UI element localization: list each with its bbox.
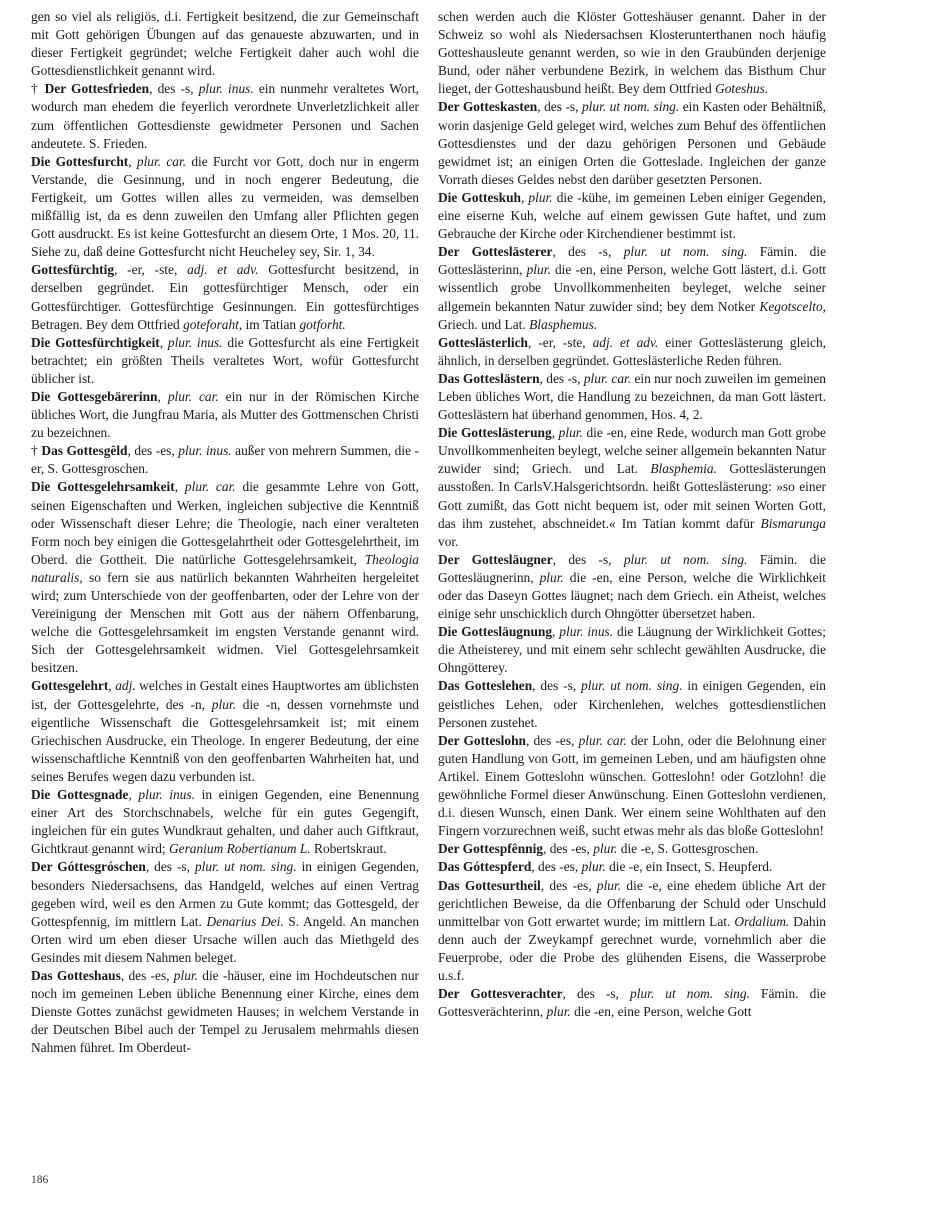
dictionary-entry <box>438 677 826 731</box>
dictionary-entry <box>438 8 826 98</box>
dictionary-entry <box>31 858 419 967</box>
grammar-note: plur. <box>539 569 564 585</box>
entry-headword: Die Gottesgelehrsamkeit <box>31 479 175 495</box>
dictionary-entry <box>31 478 419 677</box>
grammar-note: plur. ut nom. sing. <box>581 99 680 115</box>
entry-text: , des -s, <box>562 986 631 1002</box>
entry-text: einer Gotteslästerung gleich, ähnlich, in derselben gegründet. Gotteslästerliche Reden führen. <box>438 334 827 368</box>
entry-text: S. Angeld. An manchen Orten wird um eben dieser Ursache willen auch das Miethgeld des Gesindes mit diesem Nahmen beleget. <box>31 913 420 965</box>
entry-headword: Der Gotteskasten <box>438 99 538 115</box>
entry-headword: Das Gottesurtheil <box>438 877 541 893</box>
grammar-note: plur. inus. <box>559 624 614 640</box>
grammar-note: plur. <box>528 189 553 205</box>
entry-text: , -er, -ste, <box>114 262 188 278</box>
grammar-note: plur. <box>526 262 551 278</box>
entry-headword: Der Gottespfênnig <box>438 841 544 857</box>
dictionary-entry <box>438 985 826 1021</box>
grammar-note: plur. inus. <box>178 443 232 459</box>
entry-text: , <box>128 153 137 169</box>
entry-text: † <box>31 443 42 459</box>
grammar-note: plur. inus. <box>167 334 223 350</box>
grammar-note: Ordalium. <box>734 913 790 929</box>
entry-text: , <box>174 479 185 495</box>
entry-headword: Der Gotteslästerer <box>438 244 553 260</box>
entry-text: , des -es, <box>543 841 594 857</box>
entry-text: die -häuser, eine im Hochdeutschen nur noch im gemeinen Leben übliche Benennung einer Kirche, eines dem Dienste Gottes zunächst gewidmeten Hauses; in welchem Verstande in der Deutschen Bibel auch der Tempel zu Jerusalem mehrmahls diesen Nahmen führet. Im Oberdeut- <box>31 967 419 1056</box>
dictionary-entry <box>438 858 826 876</box>
entry-text: vor. <box>438 533 459 549</box>
dictionary-entry <box>438 370 826 424</box>
entry-text: so fern sie aus natürlich bekannten Wahrheiten hergeleitet wird; zum Unterschiede von der geoffenbarten, oder der Lehre von der Vereinigung der Menschen mit Gott aus der nähern Offenbarung, welche die Gottesgelehrsamkeit im engsten Verstande genannt wird. Sich der Gottesgelehrsamkeit widmen. Viel Gottesgelehrsamkeit besitzen. <box>31 569 419 676</box>
entry-headword: Das Gotteshaus <box>31 967 121 983</box>
grammar-note: adj. et adv. <box>187 262 259 278</box>
entry-text: Robertskraut. <box>310 841 387 857</box>
entry-text: welches in Gestalt eines Hauptwortes am üblichsten ist, der Gottesgelehrte, des -n, <box>31 678 419 712</box>
dictionary-entry <box>31 967 419 1057</box>
grammar-note: plur. ut nom. sing. <box>581 678 683 694</box>
entry-text: die -e, eine ehedem übliche Art der gerichtlichen Beweise, da die Offenbarung der Schuld oder Unschuld unmittelbar von Gott erwartet wurde; im mittlern Lat. <box>438 877 826 929</box>
dictionary-entry <box>31 786 419 858</box>
entry-text: die Furcht vor Gott, doch nur in engerm Verstande, die Gesinnung, und in noch engerer Bedeutung, die Fertigkeit, um Gottes willen alles zu vermeiden, was demselben mißfällig ist, da es denn zuweilen den Umfang aller Pflichten gegen Gott ausdruckt. Es ist keine Gottesfurcht an diesem Orte, 1 Mos. 20, 11. Siehe zu, daß deine Gottesfurcht nicht Heucheley sey, Sir. 1, 34. <box>31 153 419 260</box>
dictionary-entry <box>438 732 826 841</box>
entry-text: in einigen Gegenden, besonders Niedersachsens, das Handgeld, welches auf einen Vertrag gegeben wird, weil es den Armen zu Gute kommt; das Gottesgeld, der Gottespfennig, im mittlern Lat. <box>31 859 419 929</box>
entry-text: die Läugnung der Wirklichkeit Gottes; die Atheisterey, und mit einem sehr schlecht gewählten Ausdrucke, die Ohngötterey. <box>438 624 826 676</box>
grammar-note: Blasphemia. <box>650 461 717 477</box>
entry-text: ein nunmehr veraltetes Wort, wodurch man ehedem die feyerlich verordnete Unverletzlichkeit aller zum öffentlichen Gottesdienste gewidmeter Personen und Sachen andeutete. S. Frieden. <box>31 81 419 151</box>
grammar-note: Bismarunga <box>760 515 826 531</box>
entry-text: im Tatian <box>242 316 300 332</box>
entry-headword: Die Gotteslästerung <box>438 425 552 441</box>
entry-text: die -e, ein Insect, S. Heupferd. <box>605 859 773 875</box>
grammar-note: plur. <box>593 841 618 857</box>
grammar-note: plur. car. <box>136 153 187 169</box>
dictionary-entry <box>438 877 826 986</box>
entry-text: die -en, eine Person, welche Gott <box>570 1004 752 1020</box>
entry-text: , -er, -ste, <box>528 334 593 350</box>
entry-text: , des -s, <box>552 244 624 260</box>
entry-text: , <box>552 624 560 640</box>
entry-text: in einigen Gegenden, ein geistliches Lehen, oder Kirchenlehen, welches gottesdienstlichen Personen zustehet. <box>438 678 826 730</box>
entry-headword: Die Gottesläugnung <box>438 624 553 640</box>
entry-text: , <box>128 787 139 803</box>
dictionary-entry <box>438 189 826 243</box>
entry-text: die -en, eine Rede, wodurch man Gott grobe Unvollkommenheiten beylegt, welche seiner allgemein bekannten Natur zuwider sind; Griech. und Lat. <box>438 425 826 477</box>
right-column <box>438 8 826 1021</box>
entry-text: , des -s, <box>539 370 584 386</box>
grammar-note: adj. et adv. <box>592 334 659 350</box>
entry-headword: Der Gottesverachter <box>438 986 563 1002</box>
grammar-note: plur. inus. <box>138 787 195 803</box>
grammar-note: plur. <box>596 877 622 893</box>
entry-text: gen so viel als religiös, d.i. Fertigkeit besitzend, die zur Gemeinschaft mit Gott gehörigen Übungen auf das genaueste abzuwarten, und in dieser Fertigkeit gegründet; welche Fertigkeit daher auch wohl die Gottesdienstlichkeit genannt wird. <box>31 9 419 79</box>
entry-text: , des -s, <box>532 678 582 694</box>
grammar-note: Goteshus. <box>715 81 769 97</box>
entry-text: , des -es, <box>120 967 174 983</box>
entry-headword: Die Gottesgnade <box>31 787 129 803</box>
entry-text: die -en, eine Person, welche Gott lästert, d.i. Gott wissentlich grobe Unvollkommenheiten beyleget, welche seiner allgemein bekannten Natur zuwider sind; bey dem Notker <box>438 262 827 314</box>
dictionary-entry <box>31 261 419 333</box>
grammar-note: plur. <box>558 425 583 441</box>
grammar-note: Blasphemus. <box>529 316 598 332</box>
grammar-note: plur. <box>546 1004 571 1020</box>
entry-text: Fämin. die Gotteslästerinn, <box>438 244 827 278</box>
grammar-note: plur. car. <box>167 388 219 404</box>
grammar-note: plur. ut nom. sing. <box>630 986 750 1002</box>
grammar-note: plur. ut nom. sing. <box>623 551 748 567</box>
entry-text: außer von mehrern Summen, die -er, S. Gottesgroschen. <box>31 443 420 477</box>
entry-text: , des -s, <box>552 551 624 567</box>
page-number: 186 <box>31 1174 49 1186</box>
entry-headword: Der Gotteslohn <box>438 732 526 748</box>
dictionary-entry <box>438 424 826 551</box>
entry-text: in einigen Gegenden, eine Benennung einer Art des Storchschnabels, welche für ein gutes Gegengift, ingleichen für ein gutes Wundkraut gehalten, und daher auch Giftkraut, Gichtkraut genannt wird; <box>31 787 419 857</box>
entry-headword: Die Gottesfurcht <box>31 153 129 169</box>
entry-text: Griech. und Lat. <box>438 316 530 332</box>
entry-text: die -en, eine Person, welche die Wirklichkeit oder das Daseyn Gottes läugnet; nach dem Griech. ein Atheist, welches einige sehr unschicklich durch Ohngötter übersetzet haben. <box>438 569 826 622</box>
grammar-note: Geranium Robertianum L. <box>168 841 311 857</box>
dictionary-entry <box>31 677 419 786</box>
entry-text: , des -s, <box>145 859 195 875</box>
entry-headword: Der Gottesfrieden <box>44 81 150 97</box>
dictionary-entry <box>438 334 826 370</box>
entry-text: Dahin denn auch der Zweykampf gerechnet wurde, vornehmlich aber die Feuerprobe, oder die Probe des glühenden Eisens, die Wasserprobe u.s.f. <box>438 913 826 983</box>
dictionary-entry <box>438 623 826 677</box>
entry-text: die Gottesfurcht als eine Fertigkeit betrachtet; ein größten Theils veraltetes Wort, wofür Gottesfurcht üblicher ist. <box>31 334 419 386</box>
dictionary-entry <box>31 80 419 152</box>
entry-text: ein nur in der Römischen Kirche übliches Wort, die Jungfrau Maria, als Mutter des Gottmenschen Christi zu bezeichnen. <box>31 388 419 441</box>
entry-text: , des -es, <box>540 877 597 893</box>
grammar-note: plur. car. <box>578 732 627 748</box>
dictionary-entry <box>438 243 826 333</box>
grammar-note: plur. ut nom. sing. <box>194 859 297 875</box>
entry-text: , <box>551 425 559 441</box>
entry-headword: Gotteslästerlich <box>438 334 528 350</box>
grammar-note: plur. <box>211 696 236 712</box>
grammar-note: goteforaht, <box>183 316 243 332</box>
entry-headword: Der Gottesläugner <box>438 551 553 567</box>
entry-headword: Der Góttesgróschen <box>31 859 146 875</box>
dictionary-entry <box>31 388 419 442</box>
grammar-note: plur. ut nom. sing. <box>623 244 748 260</box>
dictionary-entry <box>438 551 826 623</box>
entry-text: Gotteslästerungen ausstoßen. In CarlsV.Halsgerichtsordn. heißt Gotteslästerung: »so einer Gott zumißt, das Gott nicht bequem ist, oder mit seinen Worten Gott, das ihm zustehet, abschneidet.« Im Tatian kommt dafür <box>438 461 827 531</box>
entry-text: Fämin. die Gottesläugnerinn, <box>438 551 826 585</box>
entry-text: ein Kasten oder Behältniß, worin dasjenige Geld geleget wird, welches zum Behuf des öffentlichen Gottesdienstes und der dazu gehörigen Personen und Gebäude gewidmet ist; an einigen Orten die Gotteslade. Ingleichen der ganze Vorrath dieses Geldes nebst den darüber gesetzten Personen. <box>438 99 826 187</box>
grammar-note: adj. <box>115 678 136 694</box>
entry-text: , des -es, <box>127 443 179 459</box>
entry-headword: Das Gotteslehen <box>438 678 533 694</box>
entry-headword: Das Gotteslästern <box>438 370 540 386</box>
grammar-note: Denarius Dei. <box>206 913 284 929</box>
entry-text: , des -es, <box>525 732 579 748</box>
entry-text: die -e, S. Gottesgroschen. <box>617 841 759 857</box>
entry-text: , des -s, <box>537 99 582 115</box>
entry-text: die -n, dessen vornehmste und eigentliche Wissenschaft die Gottesgelehrsamkeit ist; mit einem Griechischen Ausdrucke, ein Theologe. In engerer Bedeutung, der eine wissenschaftliche Kenntniß von den geoffenbarten Wahrheiten hat, und seines Berufes wegen dazu verbunden ist. <box>31 696 419 784</box>
entry-text: , des -s, <box>149 81 199 97</box>
dictionary-entry <box>438 840 826 858</box>
entry-headword: Die Gottesgebärerinn <box>31 388 158 404</box>
entry-text: ein nur noch zuweilen im gemeinen Leben übliches Wort, die Handlung zu bezeichnen, da man Gott lästert. Gotteslästern hat überhand genommen, Hos. 4, 2. <box>438 370 827 423</box>
grammar-note: gotforht. <box>299 316 346 332</box>
grammar-note: plur. car. <box>184 479 236 495</box>
dictionary-entry <box>438 98 826 188</box>
dictionary-entry <box>31 334 419 388</box>
entry-text: , <box>108 678 116 694</box>
entry-text: , <box>157 388 168 404</box>
left-column <box>31 8 419 1057</box>
entry-text: , <box>520 189 529 205</box>
entry-text: die gesammte Lehre von Gott, seinen Eigenschaften und Werken, ingleichen subjective die Kenntniß oder Wissenschaft dieser Lehre; die Theologie, nach einer veralteten Form noch bey einigen die Gottesgelahrtheit oder Gottesgelehrtheit, im Oberd. die Gottheit. Die natürliche Gottesgelehrsamkeit, <box>31 479 419 567</box>
entry-text: schen werden auch die Klöster Gotteshäuser genannt. Daher in der Schweiz so wohl als Niedersachsen Klosterunterthanen noch häufig Gotteshausleute genannt werden, so wie in den Graubünden derjenige Bund, oder näher verbundene Bezirk, in welchem das Bisthum Chur lieget, der Gotteshausbund heißt. Bey dem Ottfried <box>438 9 826 97</box>
entry-text: † <box>31 81 45 97</box>
entry-headword: Gottesfürchtig <box>31 262 115 278</box>
entry-text: Gottesfurcht besitzend, in derselben gegründet. Ein gottesfürchtiger Mensch, oder ein Gottesfürchtiger. Gottesfürchtige Gesinnungen. Ein gottesfürchtiges Betragen. Bey dem Ottfried <box>31 262 420 332</box>
grammar-note: Theologia naturalis, <box>31 551 419 585</box>
grammar-note: plur. <box>581 859 606 875</box>
grammar-note: Kegotscelto, <box>759 298 826 314</box>
grammar-note: plur. inus. <box>198 81 254 97</box>
entry-headword: Das Gottesgêld <box>41 443 128 459</box>
entry-text: der Lohn, oder die Belohnung einer guten Handlung von Gott, im gemeinen Leben, und am häufigsten ohne Artikel. Einem Gotteslohn wünschen. Gotteslohn! oder Gotzlohn! die gewöhnliche Formel dieser Anwünschung. Einen Gotteslohn verdienen, d.i. diesen Wunsch, einen Dank. Wer einem seine Wohlthaten auf den Fingern vorzurechnen weiß, sucht etwas mehr als das bloße Gotteslohn! <box>438 732 826 839</box>
grammar-note: plur. car. <box>583 370 632 386</box>
dictionary-entry <box>31 442 419 478</box>
entry-headword: Gottesgelehrt <box>31 678 109 694</box>
entry-headword: Die Gottesfürchtigkeit <box>31 334 160 350</box>
entry-text: , des -es, <box>531 859 582 875</box>
entry-headword: Das Góttespferd <box>438 859 532 875</box>
dictionary-entry <box>31 153 419 262</box>
grammar-note: plur. <box>173 967 198 983</box>
entry-text: , <box>159 334 168 350</box>
dictionary-entry <box>31 8 419 80</box>
entry-headword: Die Gotteskuh <box>438 189 521 205</box>
entry-text: Fämin. die Gottesverächterinn, <box>438 986 826 1020</box>
entry-text: die -kühe, im gemeinen Leben einiger Gegenden, eine eiserne Kuh, welche auf einem gewissen Gute haftet, und zum Gebrauche der Kirche oder Kirchendiener bestimmt ist. <box>438 189 826 242</box>
